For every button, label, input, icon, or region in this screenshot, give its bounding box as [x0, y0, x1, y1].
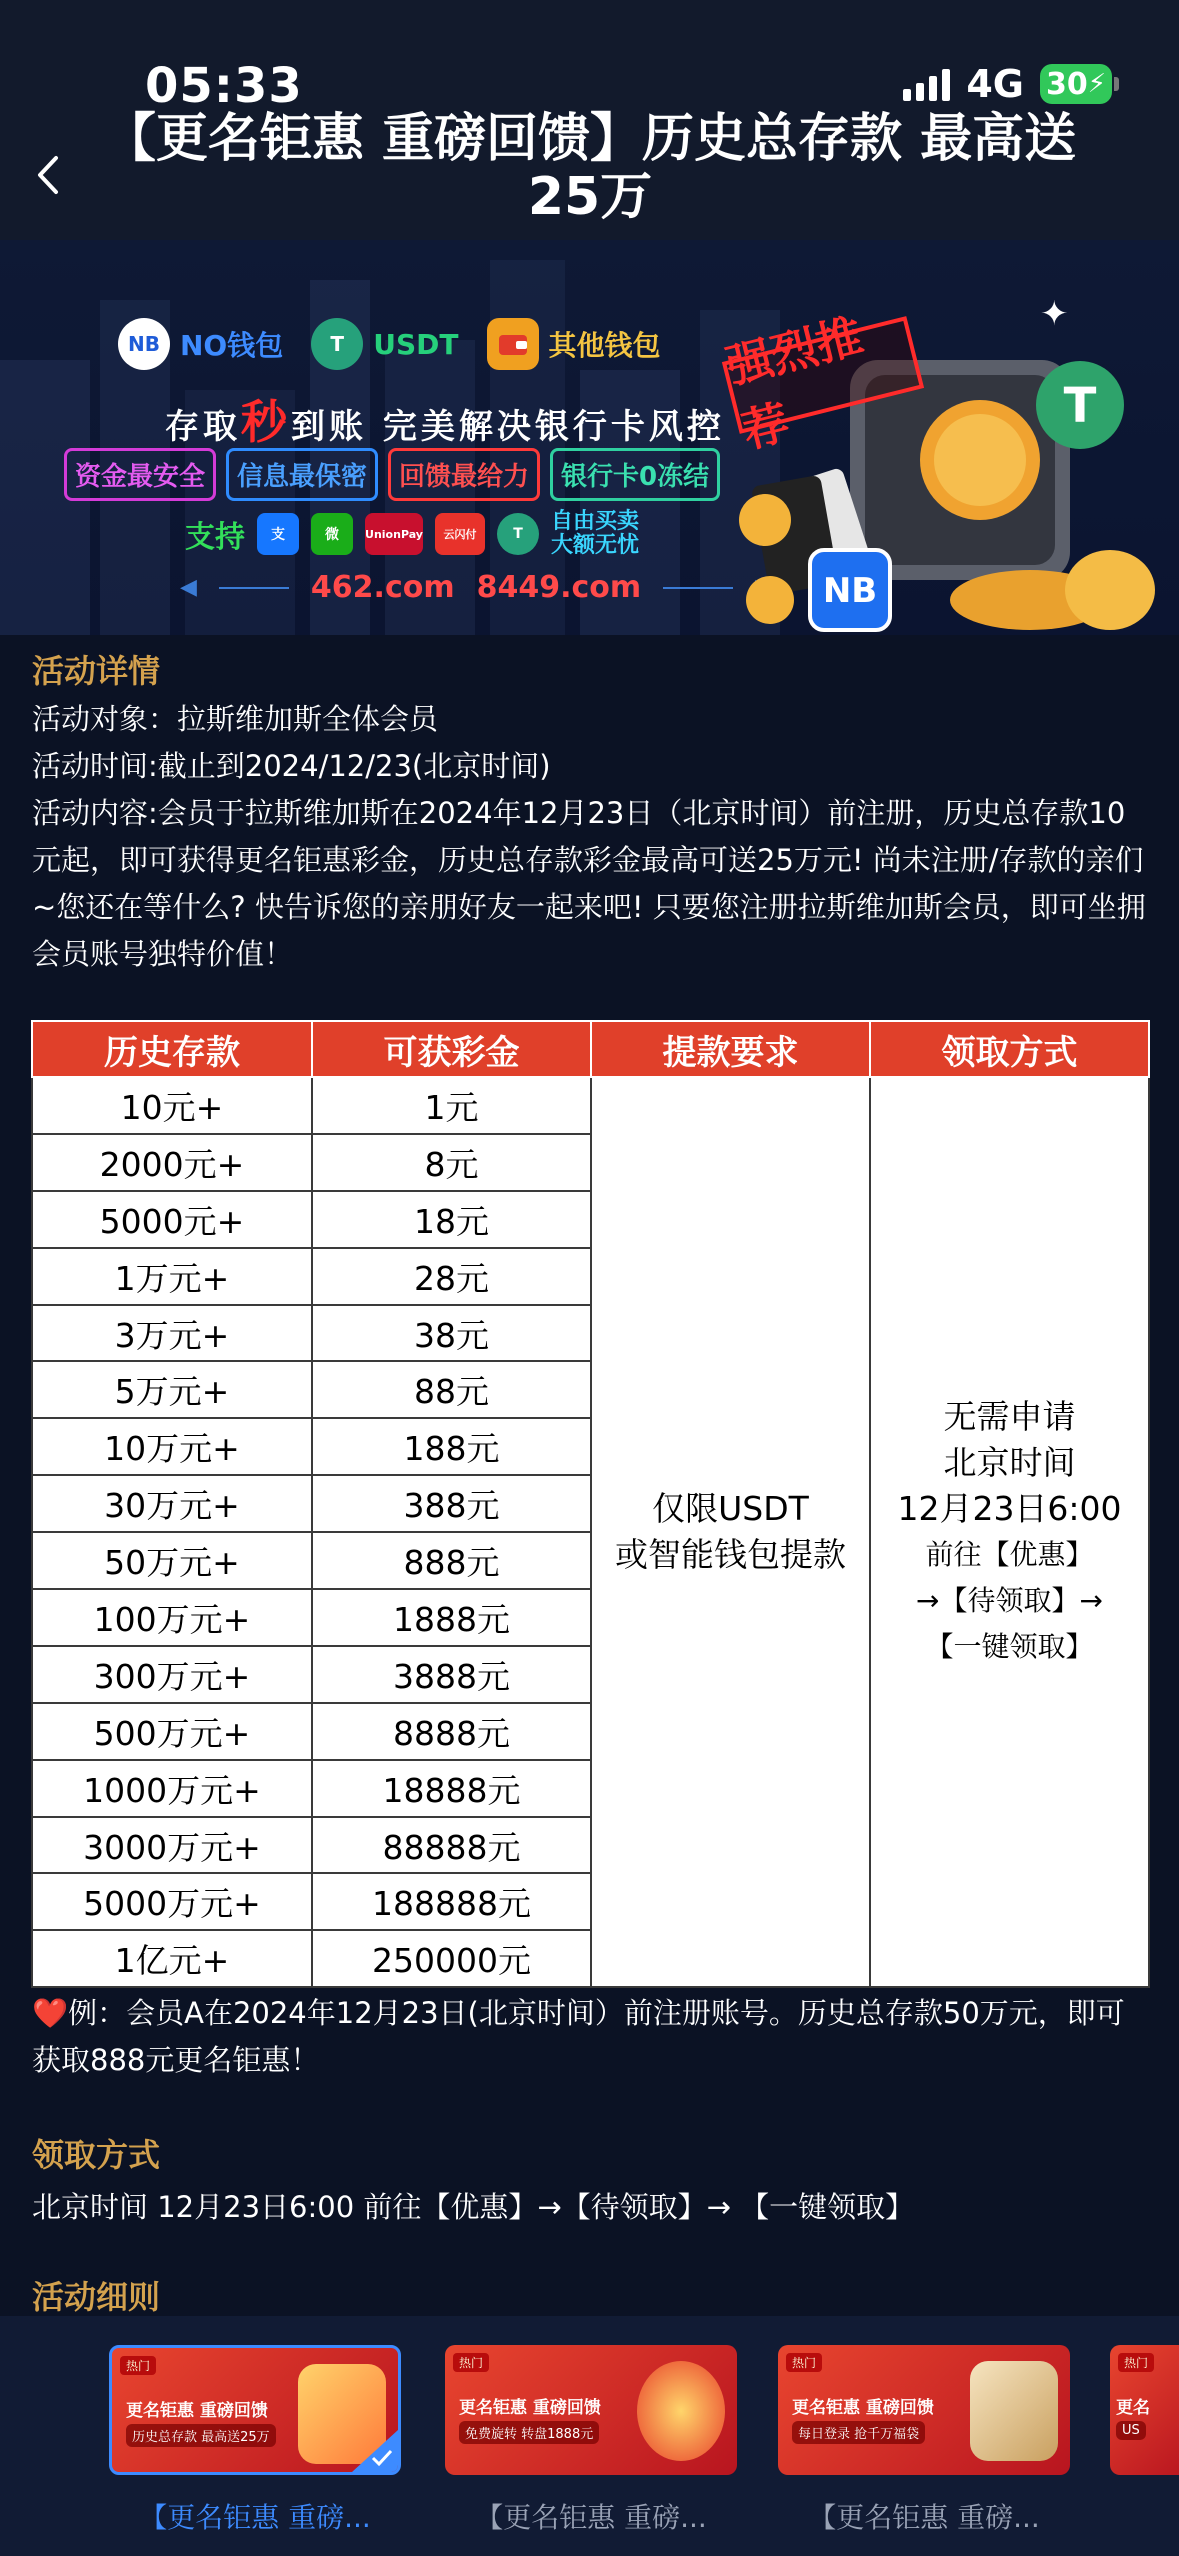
claim-line: 北京时间	[943, 1443, 1076, 1483]
quickpass-icon: 云闪付	[435, 513, 485, 555]
thumb-title: 更名	[1116, 2398, 1150, 2418]
bonus-table	[31, 1020, 1150, 1988]
wallet-other	[487, 318, 661, 370]
deposit-cell: 10元+	[32, 1077, 312, 1134]
unionpay-icon: UnionPay	[365, 513, 423, 555]
payment-note-line: 自由买卖	[551, 509, 640, 534]
table-header: 领取方式	[870, 1021, 1149, 1077]
payment-note-line: 大额无忧	[551, 533, 640, 558]
wallet-icon	[487, 318, 539, 370]
bonus-cell: 250000元	[312, 1930, 591, 1987]
activity-details	[32, 640, 1147, 978]
zeus-character-icon	[970, 2361, 1058, 2461]
rules-section	[32, 2272, 160, 2318]
deposit-cell: 100万元+	[32, 1589, 312, 1646]
bonus-cell: 18888元	[312, 1760, 591, 1817]
claim-method	[870, 1077, 1149, 1987]
bonus-cell: 188888元	[312, 1873, 591, 1930]
status-indicators	[903, 62, 1119, 106]
activity-time: 活动时间:截止到2024/12/23(北京时间)	[32, 749, 551, 783]
svg-text:✦: ✦	[1040, 300, 1069, 334]
bonus-cell: 1元	[312, 1077, 591, 1134]
usdt-icon: T	[311, 318, 363, 370]
bonus-cell: 888元	[312, 1532, 591, 1589]
promo-label[interactable]: 【更名钜惠 重磅...	[808, 2501, 1040, 2534]
thumb-subtitle: 历史总存款 最高送25万	[126, 2424, 276, 2447]
heart-icon: ❤️	[32, 1996, 69, 2030]
withdraw-requirement	[591, 1077, 870, 1987]
promo-thumbnail[interactable]	[1110, 2345, 1179, 2475]
arrow-left-icon: ◀	[180, 575, 197, 600]
deposit-cell: 500万元+	[32, 1703, 312, 1760]
deposit-cell: 3万元+	[32, 1305, 312, 1362]
back-arrow-icon[interactable]	[28, 150, 68, 200]
wallet-usdt	[311, 318, 458, 370]
payment-label: 支持	[185, 520, 245, 555]
activity-target: 活动对象：拉斯维加斯全体会员	[32, 702, 439, 736]
bonus-cell: 8元	[312, 1134, 591, 1191]
alipay-icon: 支	[257, 513, 299, 555]
bonus-cell: 88元	[312, 1361, 591, 1418]
example-note	[32, 1990, 1147, 2084]
claim-text: 北京时间 12月23日6:00 前往【优惠】→【待领取】→ 【一键领取】	[32, 2190, 915, 2224]
table-header: 可获彩金	[312, 1021, 591, 1077]
claim-section	[32, 2130, 1147, 2231]
tether-icon: T	[497, 513, 539, 555]
wallet-label: NO钱包	[180, 329, 284, 362]
status-time: 05:33	[145, 58, 303, 114]
slogan-pre: 存取	[165, 407, 241, 447]
spin-wheel-icon	[637, 2361, 725, 2461]
domain-row	[180, 570, 772, 605]
feature-tag: 回馈最给力	[388, 448, 540, 501]
bonus-cell: 38元	[312, 1305, 591, 1362]
claim-line: 【一键领取】	[925, 1630, 1094, 1664]
deposit-cell: 300万元+	[32, 1646, 312, 1703]
bonus-cell: 28元	[312, 1248, 591, 1305]
bonus-cell: 18元	[312, 1191, 591, 1248]
bonus-cell: 188元	[312, 1418, 591, 1475]
feature-tags	[64, 448, 720, 501]
feature-tag: 银行卡0冻结	[550, 448, 720, 501]
hot-badge: 热门	[453, 2353, 489, 2372]
thumb-title: 更名钜惠 重磅回馈	[459, 2398, 601, 2418]
claim-line: 12月23日6:00	[897, 1489, 1122, 1529]
table-header: 提款要求	[591, 1021, 870, 1077]
claim-line: →【待领取】→	[916, 1584, 1103, 1618]
promo-thumbnail[interactable]	[445, 2345, 737, 2475]
nb-logo-text: NB	[822, 571, 878, 611]
deposit-cell: 1000万元+	[32, 1760, 312, 1817]
wallet-nb	[118, 318, 283, 370]
red-envelope-icon	[298, 2364, 386, 2464]
wallet-label: 其他钱包	[548, 329, 661, 362]
bonus-cell: 1888元	[312, 1589, 591, 1646]
bonus-cell: 388元	[312, 1475, 591, 1532]
deposit-cell: 1亿元+	[32, 1930, 312, 1987]
thumb-title: 更名钜惠 重磅回馈	[792, 2398, 934, 2418]
battery-level: 30	[1045, 66, 1088, 102]
thumb-subtitle: 免费旋转 转盘1888元	[459, 2421, 599, 2444]
example-text: 例：会员A在2024年12月23日(北京时间）前注册账号。历史总存款50万元，即可获取888元更名钜惠！	[32, 1996, 1125, 2077]
signal-icon	[903, 67, 950, 101]
withdraw-line: 仅限USDT	[652, 1489, 809, 1529]
deposit-cell: 2000元+	[32, 1134, 312, 1191]
slogan-post: 到账 完美解决银行卡风控	[291, 407, 725, 447]
payment-note	[551, 510, 639, 558]
table-header: 历史存款	[32, 1021, 312, 1077]
thumb-subtitle: US	[1116, 2421, 1146, 2440]
deposit-cell: 30万元+	[32, 1475, 312, 1532]
promo-label[interactable]: 【更名钜惠 重磅...	[475, 2501, 707, 2534]
promo-thumbnail[interactable]	[778, 2345, 1070, 2475]
deposit-cell: 3000万元+	[32, 1817, 312, 1874]
page-title: 【更名钜惠 重磅回馈】历史总存款 最高送25万	[103, 109, 1077, 227]
withdraw-line: 或智能钱包提款	[615, 1535, 846, 1575]
section-title: 领取方式	[32, 2136, 161, 2174]
battery-icon: 30 ⚡	[1040, 64, 1119, 104]
bonus-cell: 3888元	[312, 1646, 591, 1703]
deposit-cell: 10万元+	[32, 1418, 312, 1475]
thumb-title: 更名钜惠 重磅回馈	[126, 2401, 268, 2421]
wallet-options	[118, 318, 661, 370]
hot-badge: 热门	[1118, 2353, 1154, 2372]
feature-tag: 信息最保密	[226, 448, 378, 501]
deposit-cell: 50万元+	[32, 1532, 312, 1589]
deposit-cell: 5万元+	[32, 1361, 312, 1418]
deposit-cell: 5000元+	[32, 1191, 312, 1248]
promo-thumbnail[interactable]	[109, 2345, 401, 2475]
domain-link[interactable]: 462.com	[310, 570, 455, 605]
hot-badge: 热门	[786, 2353, 822, 2372]
table-row	[32, 1077, 1149, 1134]
claim-line: 无需申请	[943, 1397, 1076, 1437]
bonus-cell: 8888元	[312, 1703, 591, 1760]
hot-badge: 热门	[120, 2356, 156, 2375]
activity-content: 活动内容:会员于拉斯维加斯在2024年12月23日（北京时间）前注册，历史总存款10元起，即可获得更名钜惠彩金，历史总存款彩金最高可送25万元! 尚未注册/存款的亲们~您还在等什么? 快告诉您的亲朋好友一起来吧! 只要您注册拉斯维加斯会员，即可坐拥会员账号独特价值！	[32, 796, 1146, 971]
payment-methods	[185, 510, 639, 558]
nb-wallet-icon: NB	[118, 318, 170, 370]
slogan-highlight: 秒	[241, 395, 291, 449]
svg-text:T: T	[1063, 378, 1097, 434]
wechat-pay-icon: 微	[311, 513, 353, 555]
deposit-cell: 5000万元+	[32, 1873, 312, 1930]
recommend-badge: 强烈推荐	[722, 316, 924, 434]
promo-label[interactable]: 【更名钜惠 重磅...	[139, 2501, 371, 2534]
network-type: 4G	[966, 62, 1024, 106]
wallet-label: USDT	[373, 327, 459, 361]
claim-line: 前往【优惠】	[925, 1538, 1094, 1572]
deposit-cell: 1万元+	[32, 1248, 312, 1305]
bonus-cell: 88888元	[312, 1817, 591, 1874]
thumb-subtitle: 每日登录 抢千万福袋	[792, 2421, 925, 2444]
section-title: 活动细则	[32, 2278, 161, 2316]
section-title: 活动详情	[32, 652, 161, 690]
feature-tag: 资金最安全	[64, 448, 216, 501]
top-header	[0, 0, 1179, 240]
domain-link[interactable]: 8449.com	[476, 570, 642, 605]
banner-slogan	[165, 386, 725, 452]
